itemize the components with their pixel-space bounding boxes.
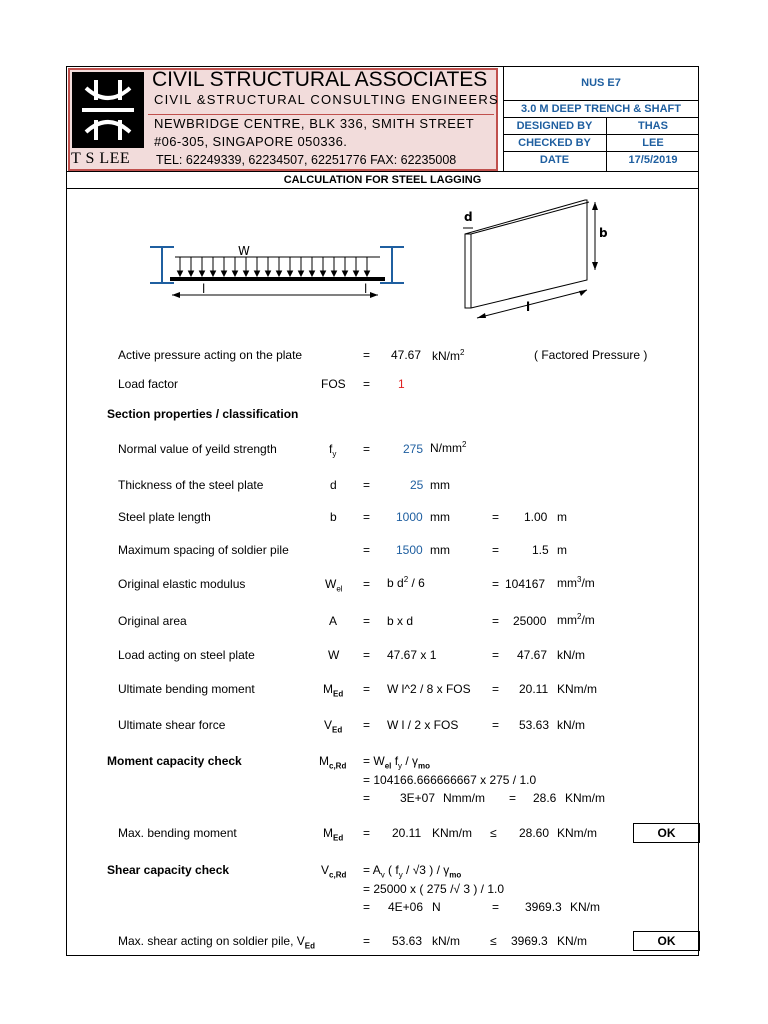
moment-capacity-value-knm: 28.6 bbox=[533, 791, 557, 805]
plate-load-formula: 47.67 x 1 bbox=[387, 648, 437, 662]
span-label-right: l bbox=[364, 282, 368, 296]
max-shear-value: 53.63 bbox=[392, 934, 423, 948]
original-area-label: Original area bbox=[118, 614, 187, 628]
max-shear-capacity-unit: KN/m bbox=[557, 934, 587, 948]
load-arrow-head bbox=[277, 271, 282, 276]
load-arrow-head bbox=[343, 271, 348, 276]
elastic-modulus-symbol: $W_{el}$ bbox=[325, 577, 343, 594]
max-bending-eq: = bbox=[363, 826, 371, 840]
address-line-1: NEWBRIDGE CENTRE, BLK 336, SMITH STREET bbox=[154, 116, 475, 131]
yield-strength-symbol: $f_y$ bbox=[329, 442, 337, 459]
plate-diagram bbox=[455, 198, 615, 323]
shear-capacity-eq2: = bbox=[492, 900, 500, 914]
logo-caption: T S LEE bbox=[71, 150, 131, 167]
plate-height-label: b bbox=[599, 226, 608, 240]
elastic-modulus-value: 104167 bbox=[505, 577, 546, 591]
date-row bbox=[503, 151, 699, 171]
company-logo bbox=[72, 72, 144, 148]
date-value: 17/5/2019 bbox=[628, 154, 678, 166]
plate-length-symbol: b bbox=[330, 510, 337, 524]
max-shear-label: Max. shear acting on soldier pile, $V_{Ed}$ bbox=[118, 934, 315, 951]
shear-capacity-substitution: = 25000 x ( 275 /√ 3 ) / 1.0 bbox=[363, 882, 505, 896]
max-bending-value: 20.11 bbox=[392, 826, 422, 840]
pile-spacing-unit-m: m bbox=[557, 543, 567, 557]
checked-by-label: CHECKED BY bbox=[503, 135, 607, 152]
load-arrow-head bbox=[178, 271, 183, 276]
checked-by-value: LEE bbox=[642, 137, 664, 149]
active-pressure-value: 47.67 bbox=[391, 348, 422, 362]
shear-capacity-label: Shear capacity check bbox=[107, 863, 230, 877]
plate-length-row-label: Steel plate length bbox=[118, 510, 211, 524]
pile-spacing-value-m: 1.5 bbox=[532, 543, 549, 557]
max-bending-capacity-unit: KNm/m bbox=[557, 826, 597, 840]
max-bending-symbol: $M_{Ed}$ bbox=[323, 826, 344, 843]
max-shear-compare: ≤ bbox=[490, 934, 497, 948]
plate-thickness-symbol: d bbox=[330, 478, 337, 492]
load-arrow-head bbox=[200, 271, 205, 276]
original-area-unit: $mm^2/m$ bbox=[557, 612, 595, 627]
shear-capacity-formula: = $A_v$ ( $f_y / √3$ ) / $\gamma_{mo}$ bbox=[363, 863, 462, 880]
elastic-modulus-label: Original elastic modulus bbox=[118, 577, 246, 591]
max-bending-capacity: 28.60 bbox=[519, 826, 550, 840]
project-name: NUS E7 bbox=[581, 77, 621, 89]
calculation-title: CALCULATION FOR STEEL LAGGING bbox=[66, 171, 699, 189]
plate-length-label: l bbox=[526, 300, 531, 314]
plate-load-eq: = bbox=[363, 648, 371, 662]
pile-spacing-eq2: = bbox=[492, 543, 500, 557]
load-arrow-head bbox=[365, 271, 370, 276]
shear-capacity-unit-kn: KN/m bbox=[570, 900, 600, 914]
load-arrow-head bbox=[332, 271, 337, 276]
plate-length-eq: = bbox=[363, 510, 371, 524]
load-factor-symbol: FOS bbox=[321, 377, 346, 391]
bending-check-result: OK bbox=[633, 823, 700, 843]
shear-force-formula: W l / 2 x FOS bbox=[387, 718, 459, 732]
moment-capacity-unit-knm: KNm/m bbox=[565, 791, 605, 805]
load-arrow-head bbox=[233, 271, 238, 276]
load-arrow-head bbox=[266, 271, 271, 276]
shear-capacity-symbol: $V_{c,Rd}$ bbox=[321, 863, 347, 880]
shear-capacity-value-n: 4E+06 bbox=[388, 900, 424, 914]
bending-moment-eq: = bbox=[363, 682, 371, 696]
info-divider bbox=[503, 66, 504, 171]
elastic-modulus-formula: b $d^2 / 6$ bbox=[387, 575, 425, 590]
shear-force-eq: = bbox=[363, 718, 371, 732]
bending-moment-formula: W l^2 / 8 x FOS bbox=[387, 682, 471, 696]
shear-check-result: OK bbox=[633, 931, 700, 951]
moment-capacity-label: Moment capacity check bbox=[107, 754, 242, 768]
load-arrow-head bbox=[354, 271, 359, 276]
active-pressure-eq: = bbox=[363, 348, 371, 362]
designed-by-row bbox=[503, 117, 699, 134]
plate-load-eq2: = bbox=[492, 648, 500, 662]
moment-capacity-formula: = $W_{el}$ $f_y / \gamma_{mo}$ bbox=[363, 754, 431, 771]
shear-capacity-eq: = bbox=[363, 900, 371, 914]
bending-moment-value: 20.11 bbox=[519, 682, 549, 696]
original-area-eq2: = bbox=[492, 614, 500, 628]
active-pressure-label: Active pressure acting on the plate bbox=[118, 348, 303, 362]
header-divider bbox=[148, 114, 494, 115]
company-subtitle: CIVIL &STRUCTURAL CONSULTING ENGINEERS bbox=[154, 92, 499, 107]
original-area-eq: = bbox=[363, 614, 371, 628]
original-area-formula: b x d bbox=[387, 614, 414, 628]
pile-spacing-unit: mm bbox=[430, 543, 450, 557]
load-arrow-head bbox=[211, 271, 216, 276]
active-pressure-unit: $kN/m^2$ bbox=[432, 348, 465, 363]
company-name: CIVIL STRUCTURAL ASSOCIATES bbox=[152, 68, 488, 91]
original-area-symbol: A bbox=[329, 614, 338, 628]
shear-force-eq2: = bbox=[492, 718, 500, 732]
designed-by-value: THAS bbox=[638, 120, 668, 132]
max-bending-unit: KNm/m bbox=[432, 826, 472, 840]
plate-thickness-label: d bbox=[464, 210, 473, 224]
plate-length-eq2: = bbox=[492, 510, 500, 524]
shear-force-unit: kN/m bbox=[557, 718, 585, 732]
section-heading: Section properties / classification bbox=[107, 407, 299, 421]
project-description: 3.0 M DEEP TRENCH & SHAFT bbox=[521, 103, 681, 115]
contact-info: TEL: 62249339, 62234507, 62251776 FAX: 62235008 bbox=[156, 153, 457, 167]
elastic-modulus-unit: $mm^3/m$ bbox=[557, 575, 595, 590]
max-bending-compare: ≤ bbox=[490, 826, 497, 840]
yield-strength-unit: $N/mm^2$ bbox=[430, 440, 467, 455]
load-factor-value: 1 bbox=[398, 377, 405, 391]
original-area-value: 25000 bbox=[513, 614, 547, 628]
load-arrow-head bbox=[310, 271, 315, 276]
designed-by-label: DESIGNED BY bbox=[503, 118, 607, 135]
plate-thickness-value: 25 bbox=[410, 478, 424, 492]
bending-moment-symbol: $M_{Ed}$ bbox=[323, 682, 344, 699]
project-description-row bbox=[503, 100, 699, 117]
plate-load-label: Load acting on steel plate bbox=[118, 648, 255, 662]
address-line-2: #06-305, SINGAPORE 050336. bbox=[154, 134, 348, 149]
plate-thickness-eq: = bbox=[363, 478, 371, 492]
plate-load-value: 47.67 bbox=[517, 648, 548, 662]
plate-length-value-m: 1.00 bbox=[524, 510, 548, 524]
plate-thickness-unit: mm bbox=[430, 478, 450, 492]
moment-capacity-symbol: $M_{c,Rd}$ bbox=[319, 754, 347, 771]
load-factor-label: Load factor bbox=[118, 377, 179, 391]
load-arrow-head bbox=[222, 271, 227, 276]
load-arrow-head bbox=[299, 271, 304, 276]
moment-capacity-eq2: = bbox=[509, 791, 517, 805]
max-shear-capacity: 3969.3 bbox=[511, 934, 548, 948]
pile-spacing-value: 1500 bbox=[396, 543, 423, 557]
factored-pressure-note: ( Factored Pressure ) bbox=[534, 348, 648, 362]
shear-capacity-value-kn: 3969.3 bbox=[525, 900, 562, 914]
bending-moment-unit: KNm/m bbox=[557, 682, 597, 696]
yield-strength-value: 275 bbox=[403, 442, 424, 456]
yield-strength-eq: = bbox=[363, 442, 371, 456]
yield-strength-label: Normal value of yeild strength bbox=[118, 442, 277, 456]
plate-length-unit: mm bbox=[430, 510, 450, 524]
moment-capacity-substitution: = 104166.666666667 x 275 / 1.0 bbox=[363, 773, 537, 787]
moment-capacity-unit-nmm: Nmm/m bbox=[443, 791, 485, 805]
pile-spacing-label: Maximum spacing of soldier pile bbox=[118, 543, 289, 557]
load-arrow-head bbox=[244, 271, 249, 276]
plate-load-symbol: W bbox=[328, 648, 340, 662]
plate-thickness-row-label: Thickness of the steel plate bbox=[118, 478, 264, 492]
shear-force-label: Ultimate shear force bbox=[118, 718, 226, 732]
moment-capacity-eq: = bbox=[363, 791, 371, 805]
plate-length-value: 1000 bbox=[396, 510, 423, 524]
max-shear-unit: kN/m bbox=[432, 934, 460, 948]
max-shear-eq: = bbox=[363, 934, 371, 948]
date-label: DATE bbox=[503, 152, 607, 172]
project-info-block bbox=[503, 66, 699, 171]
load-arrow-head bbox=[189, 271, 194, 276]
span-label-left: l bbox=[202, 282, 206, 296]
load-factor-eq: = bbox=[363, 377, 371, 391]
elastic-modulus-eq: = bbox=[363, 577, 371, 591]
bending-moment-eq2: = bbox=[492, 682, 500, 696]
bending-moment-label: Ultimate bending moment bbox=[118, 682, 255, 696]
load-arrow-head bbox=[255, 271, 260, 276]
shear-force-symbol: $V_{Ed}$ bbox=[324, 718, 343, 735]
plate-load-unit: kN/m bbox=[557, 648, 585, 662]
elastic-modulus-eq2: = bbox=[492, 577, 500, 591]
shear-capacity-unit-n: N bbox=[432, 900, 441, 914]
max-bending-label: Max. bending moment bbox=[118, 826, 237, 840]
moment-capacity-value-nmm: 3E+07 bbox=[400, 791, 436, 805]
pile-spacing-eq: = bbox=[363, 543, 371, 557]
shear-force-value: 53.63 bbox=[519, 718, 550, 732]
load-label: W bbox=[238, 244, 250, 258]
plate-length-unit-m: m bbox=[557, 510, 567, 524]
load-arrow-head bbox=[321, 271, 326, 276]
checked-by-row bbox=[503, 134, 699, 151]
load-arrow-head bbox=[288, 271, 293, 276]
beam-load-diagram bbox=[140, 235, 420, 305]
